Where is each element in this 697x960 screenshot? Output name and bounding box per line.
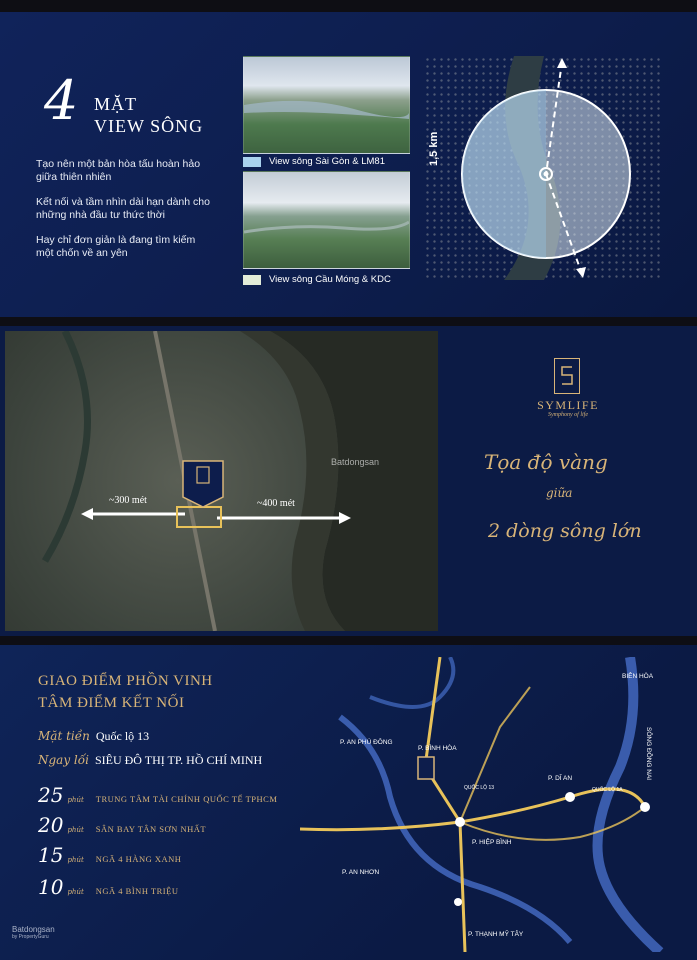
time-unit: phút [67, 826, 84, 834]
paragraph-3-line-1: Hay chỉ đơn giản là đang tìm kiếm [36, 234, 196, 246]
map-label-quoc-lo-13: QUỐC LỘ 13 [464, 785, 495, 791]
connectivity-panel [0, 645, 697, 960]
time-unit: phút [67, 796, 84, 804]
right-distance-label: ~400 mét [257, 498, 295, 509]
near-label: Ngay lối [38, 753, 89, 767]
facade-label: Mặt tiền [38, 729, 90, 743]
tagline-golden-coordinate: Tọa độ vàng [484, 450, 608, 474]
four-numeral: 4 [44, 69, 79, 132]
time-destination: SÂN BAY TÂN SƠN NHẤT [95, 824, 207, 834]
river-view-panel [0, 12, 697, 317]
paragraph-2-line-2: những nhà đầu tư thức thời [36, 209, 165, 221]
legend-saigon-label: View sông Sài Gòn & LM81 [269, 156, 386, 167]
facade-row [38, 729, 149, 744]
title-line-1: MẶT [94, 94, 137, 114]
map-label-thanh-my-tay: P. THẠNH MỸ TÂY [468, 931, 524, 938]
batdongsan-watermark [12, 925, 55, 940]
legend-cau-mong-label: View sông Cầu Móng & KDC [269, 274, 391, 285]
satellite-location-map [5, 331, 438, 631]
map-label-quoc-lo-1a: QUỐC LỘ 1A [592, 787, 623, 793]
left-distance-label: ~300 mét [109, 495, 147, 506]
radius-label: 1,5 km [428, 131, 440, 166]
map-label-hiep-binh: P. HIỆP BÌNH [472, 839, 512, 846]
paragraph-2 [36, 196, 236, 222]
time-unit: phút [67, 888, 84, 896]
near-row [38, 753, 262, 768]
time-destination: NGÃ 4 BÌNH TRIỆU [95, 886, 179, 896]
map-label-dong-nai: SÔNG ĐỒNG NAI [645, 727, 652, 781]
legend-cau-mong [243, 274, 391, 285]
time-minutes: 25 [38, 783, 64, 807]
paragraph-1 [36, 158, 236, 184]
watermark-subtext: by PropertyGuru [12, 934, 49, 940]
watermark-text: Batdongsan [12, 925, 55, 934]
time-minutes: 20 [38, 813, 64, 837]
map-label-binh-hoa: P. BÌNH HÒA [418, 745, 457, 752]
saigon-river-photo [243, 56, 410, 154]
route-map [300, 657, 690, 952]
paragraph-1-line-1: Tạo nên một bản hòa tấu hoàn hảo [36, 158, 201, 170]
time-row-4 [38, 875, 178, 899]
near-value: SIÊU ĐÔ THỊ TP. HỒ CHÍ MINH [94, 753, 263, 767]
cau-mong-river-photo [243, 171, 410, 269]
map-label-di-an: P. DĨ AN [548, 775, 573, 782]
map-label-an-nhon: P. AN NHƠN [342, 869, 380, 876]
time-destination: NGÃ 4 HÀNG XANH [95, 854, 182, 864]
legend-saigon [243, 156, 385, 167]
tagline-between: giữa [546, 486, 573, 500]
legend-swatch-light [243, 275, 261, 285]
paragraph-2-line-1: Kết nối và tầm nhìn dài hạn dành cho [36, 196, 210, 208]
title-line-2: VIEW SÔNG [94, 116, 204, 136]
paragraph-3 [36, 234, 236, 260]
tagline-two-rivers: 2 dòng sông lớn [488, 520, 642, 542]
brand-slogan: Symphony of life [548, 412, 588, 418]
satellite-radius-map [424, 56, 664, 280]
time-row-1 [38, 783, 277, 807]
brand-name: SYMLIFE [537, 398, 599, 412]
map-label-bien-hoa: BIÊN HÒA [622, 673, 654, 680]
time-minutes: 10 [38, 875, 64, 899]
paragraph-1-line-2: giữa thiên nhiên [36, 171, 112, 183]
time-minutes: 15 [38, 843, 64, 867]
time-destination: TRUNG TÂM TÀI CHÍNH QUỐC TẾ TPHCM [95, 794, 278, 804]
paragraph-3-line-2: một chốn về an yên [36, 247, 128, 259]
time-row-3 [38, 843, 181, 867]
map-label-an-phu-dong: P. AN PHÚ ĐÔNG [340, 739, 393, 746]
time-unit: phút [67, 856, 84, 864]
time-row-2 [38, 813, 206, 837]
heading-connection: TÂM ĐIỂM KẾT NỐI [38, 695, 185, 711]
legend-swatch-blue [243, 157, 261, 167]
heading-prosperity: GIAO ĐIỂM PHỒN VINH [38, 673, 213, 689]
symlife-logo-icon [554, 358, 580, 394]
facade-value: Quốc lộ 13 [95, 729, 150, 743]
map-watermark: Batdongsan [331, 457, 380, 467]
location-panel [0, 326, 697, 636]
